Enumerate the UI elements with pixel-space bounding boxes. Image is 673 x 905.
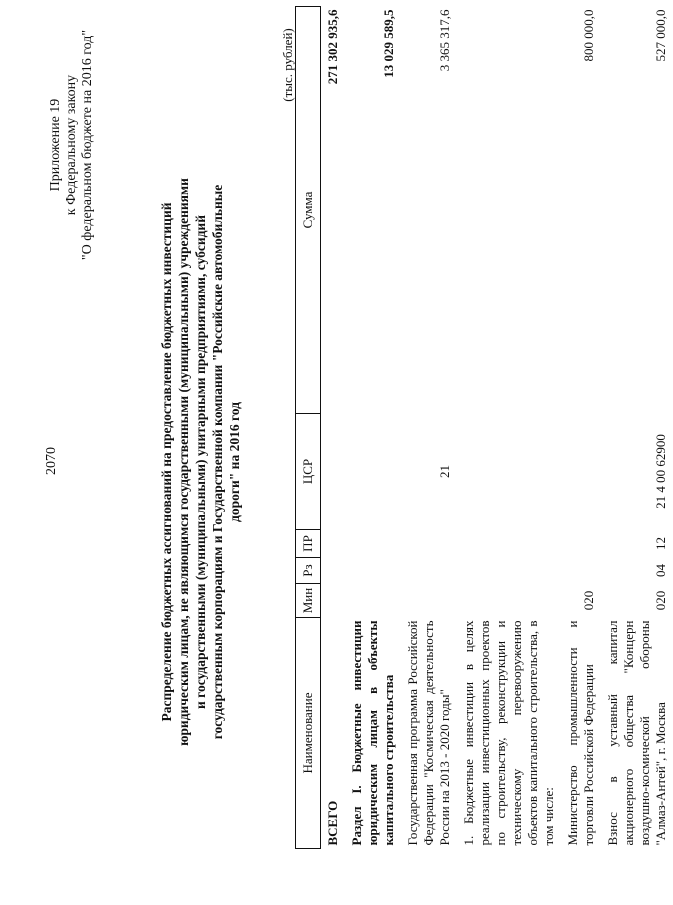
- row-rz: [457, 558, 561, 584]
- row-min: [457, 584, 561, 618]
- header-min: Мин: [296, 584, 321, 618]
- row-rz: [345, 558, 401, 584]
- table-row: [601, 7, 673, 849]
- row-csr: 21 4 00 62900: [653, 434, 668, 509]
- row-min: [321, 584, 346, 618]
- units-label: (тыс. рублей): [280, 28, 295, 102]
- row-pr: [457, 530, 561, 558]
- table-row: [321, 7, 346, 849]
- row-name: ВСЕГО: [325, 800, 340, 846]
- row-pr: [561, 530, 601, 558]
- appendix-line-3: "О федеральном бюджете на 2016 год": [80, 29, 95, 261]
- row-sum: 3 365 317,6: [437, 9, 452, 72]
- row-rz: 04: [653, 564, 668, 577]
- table-row: [401, 7, 457, 849]
- row-rz: [561, 558, 601, 584]
- header-csr: ЦСР: [296, 414, 321, 530]
- row-csr: [321, 414, 346, 530]
- row-sum: 800 000,0: [581, 9, 596, 62]
- row-rz: [401, 558, 457, 584]
- header-sum: Сумма: [296, 7, 321, 414]
- table-row: [345, 7, 401, 849]
- row-name: Взнос в уставный капитал акционерного общества "Концерн воздушно-космической обороны "Алмаз-Антей", г. Москва: [605, 620, 668, 846]
- row-min: [345, 584, 401, 618]
- appendix-line-1: Приложение 19: [48, 98, 63, 192]
- table-row: [561, 7, 601, 849]
- row-min: 020: [581, 590, 596, 611]
- row-pr: [321, 530, 346, 558]
- row-csr: [345, 414, 401, 530]
- row-min: 020: [653, 590, 668, 611]
- row-name: 1. Бюджетные инвестиции в целях реализации инвестиционных проектов по строительству, реконструкции и техническому перевооружению объектов капитального строительства, в том числе:: [461, 620, 556, 846]
- budget-table: [295, 6, 673, 849]
- row-csr: [457, 414, 561, 530]
- row-name: Государственная программа Российской Федерации "Космическая деятельность России на 2013 - 2020 годы": [405, 620, 452, 846]
- appendix-line-2: к Федеральному закону: [64, 74, 79, 216]
- row-pr: [345, 530, 401, 558]
- row-csr: 21: [437, 465, 452, 478]
- row-sum: 271 302 935,6: [325, 9, 340, 85]
- appendix-header: [48, 0, 96, 345]
- document-title: Распределение бюджетных ассигнований на предоставление бюджетных инвестиций юридическим лицам, не являющимся государственными (муниципальными) учреждениями и государственными (муниципальными) унитарными предприятиями, субсидий государственным корпорациям и Государственной компании "Российские автомобильные дороги" на 2016 год: [159, 178, 242, 746]
- row-pr: 12: [653, 537, 668, 550]
- header-rz: Рз: [296, 558, 321, 584]
- page-number: 2070: [44, 447, 59, 475]
- row-rz: [321, 558, 346, 584]
- row-sum: [457, 7, 561, 414]
- row-csr: [561, 414, 601, 530]
- row-name: Раздел I. Бюджетные инвестиции юридическим лицам в объекты капитального строительства: [349, 620, 396, 846]
- row-name: Министерство промышленности и торговли Российской Федерации: [565, 620, 596, 846]
- row-sum: 13 029 589,5: [381, 9, 396, 78]
- table-row: [457, 7, 561, 849]
- row-min: [401, 584, 457, 618]
- table-header-row: [296, 7, 321, 849]
- header-pr: ПР: [296, 530, 321, 558]
- row-sum: 527 000,0: [653, 9, 668, 62]
- header-name: Наименование: [296, 618, 321, 849]
- row-pr: [401, 530, 457, 558]
